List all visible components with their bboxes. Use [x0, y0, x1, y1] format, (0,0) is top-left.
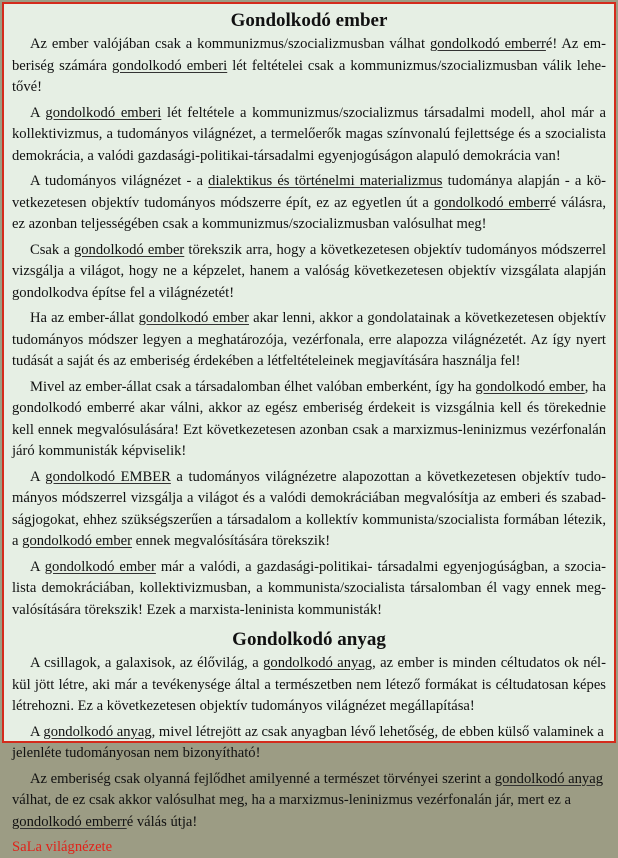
signature-link[interactable]: SaLa világnézete — [12, 839, 113, 855]
text: A — [30, 468, 46, 485]
text: tudománya alapján - a következetesen objektív tudományos módszerre épít, ez az egyetlen út a — [12, 173, 606, 211]
link-dialektikus-materializmus[interactable]: dialektikus és történelmi materializmus — [208, 173, 443, 189]
text: , ha gondolkodó emberré akar válni, akkor az egész emberiség érdekeit is vizsgálnia kell és törekednie kell ennek megvalósulására! Ezt következetesen azonban csak a marxizmus-leninizmus vezérfonalán járó kommunisták képviselik! — [12, 378, 606, 459]
text: A csillagok, a galaxisok, az élővilág, a — [30, 655, 264, 671]
text: Csak a — [30, 241, 74, 258]
text: a tudományos világnézetre alapozottan a következetesen objektív tudományos módszerrel vizsgálja a világot és a valódi demokráciában megvalósítja az emberi és szabadságjogokat, ehhez szükségszerűen a társadalom a kollektív kommunista/szocialista formában létezik, a — [12, 468, 606, 549]
text: A — [30, 104, 46, 121]
paragraph — [12, 377, 606, 463]
text: Ha az ember-állat — [30, 310, 139, 326]
link-gondolkodo-ember[interactable]: gondolkodó ember — [475, 378, 585, 395]
text: A tudományos világnézet - a — [30, 173, 209, 189]
text: A — [30, 723, 44, 740]
text: lét feltételei csak a kommunizmus/szocializmusban válik lehetővé! — [12, 57, 606, 95]
text: é válásra, ez azonban teljességében csak a kommunizmus/szocializmusban valósulhat meg! — [12, 194, 606, 232]
paragraph — [12, 171, 606, 236]
link-gondolkodo-ember[interactable]: gondolkodó ember — [73, 241, 185, 258]
link-gondolkodo-anyag[interactable]: gondolkodó anyag — [263, 655, 373, 671]
link-gondolkodo-ember[interactable]: gondolkodó emberr — [433, 194, 550, 211]
text: Mivel az ember-állat csak a társadalomban élhet valóban emberként, így ha — [30, 378, 476, 395]
paragraph — [12, 467, 606, 553]
text: lét feltétele a kommunizmus/szocializmus társadalmi modell, ahol már a kollektivizmus, a tudományos világnézet, a termelőerők magas színvonalú fejlettsége és a szocialista demokrácia, a valódi gazdasági-politikai-társadalmi egyenjogúságon alapuló demokrácia van! — [12, 104, 606, 164]
text: , mivel létrejött az csak anyagban lévő lehetőség, de ebben külső valaminek a jelenléte tudományosan nem bizonyítható! — [12, 723, 604, 761]
text: Az ember valójában csak a kommunizmus/szocializmusban válhat — [30, 36, 430, 52]
paragraph — [12, 769, 606, 834]
link-gondolkodo-ember[interactable]: gondolkodó emberi — [45, 104, 162, 121]
text: A — [30, 558, 45, 575]
link-gondolkodo-ember[interactable]: gondolkodó ember — [22, 533, 132, 549]
link-gondolkodo-anyag[interactable]: gondolkodó anyag — [43, 723, 152, 740]
text: már a valódi, a gazdasági-politikai- társadalmi egyenjogúságban, a szocialista demokráciában, kollektivizmusban, a kommunista/szocialista társalomban él vagy ennek megvalósítására törekszik! Ezek a marxista-leninista kommunisták! — [12, 558, 606, 618]
paragraph — [12, 722, 606, 765]
link-gondolkodo-ember[interactable]: gondolkodó emberi — [111, 57, 228, 74]
link-gondolkodo-ember[interactable]: gondolkodó ember — [44, 558, 156, 575]
paragraph — [12, 103, 606, 168]
text: akar lenni, akkor a gondolatainak a következetesen objektív tudományos módszer legyen a meghatározója, vezérfonala, erre alapozza világnézetét. Az így nyert tudását a saját és az emberiség érdekében a létfeltételeinek megjavítására használja fel! — [12, 310, 607, 369]
paragraph — [12, 34, 606, 99]
link-gondolkodo-ember-caps[interactable]: gondolkodó EMBER — [45, 468, 171, 485]
link-gondolkodo-ember[interactable]: gondolkodó emberr — [429, 36, 546, 52]
text: é válás útja! — [126, 813, 198, 830]
paragraph — [12, 653, 606, 718]
text: é! Az emberiség számára — [12, 36, 606, 74]
text: törekszik arra, hogy a következetesen objektív tudományos módszerrel vizsgálja a világot, hogy ne a képzelet, hanem a valóság következetesen objektív vizsgálata alapján gondolkodva építse fel a világnézetét! — [12, 241, 607, 301]
text: , az ember is minden céltudatos ok nélkül jött létre, aki már a tevékenysége által a természetben nem létező formákat is céltudatosan képes létrehozni. Ez a következetesen objektív tudományos világnézet megállapítása! — [12, 655, 606, 714]
link-gondolkodo-ember[interactable]: gondolkodó ember — [138, 310, 249, 326]
section-title-gondolkodo-ember: Gondolkodó ember — [230, 10, 388, 31]
paragraph — [12, 557, 606, 622]
text: ennek megvalósítására törekszik! — [131, 533, 331, 549]
text: válhat, de ez csak akkor valósulhat meg, ha a marxizmus-leninizmus vezérfonalán jár, mert ez a — [12, 792, 572, 808]
paragraph — [12, 240, 606, 305]
link-gondolkodo-anyag[interactable]: gondolkodó anyag — [494, 770, 604, 787]
page-frame — [2, 2, 616, 855]
paragraph — [12, 308, 606, 373]
link-gondolkodo-ember[interactable]: gondolkodó emberr — [12, 813, 127, 830]
text: Az emberiség csak olyanná fejlődhet amilyenné a természet törvényei szerint a — [30, 770, 495, 787]
section-title-gondolkodo-anyag: Gondolkodó anyag — [232, 629, 386, 650]
